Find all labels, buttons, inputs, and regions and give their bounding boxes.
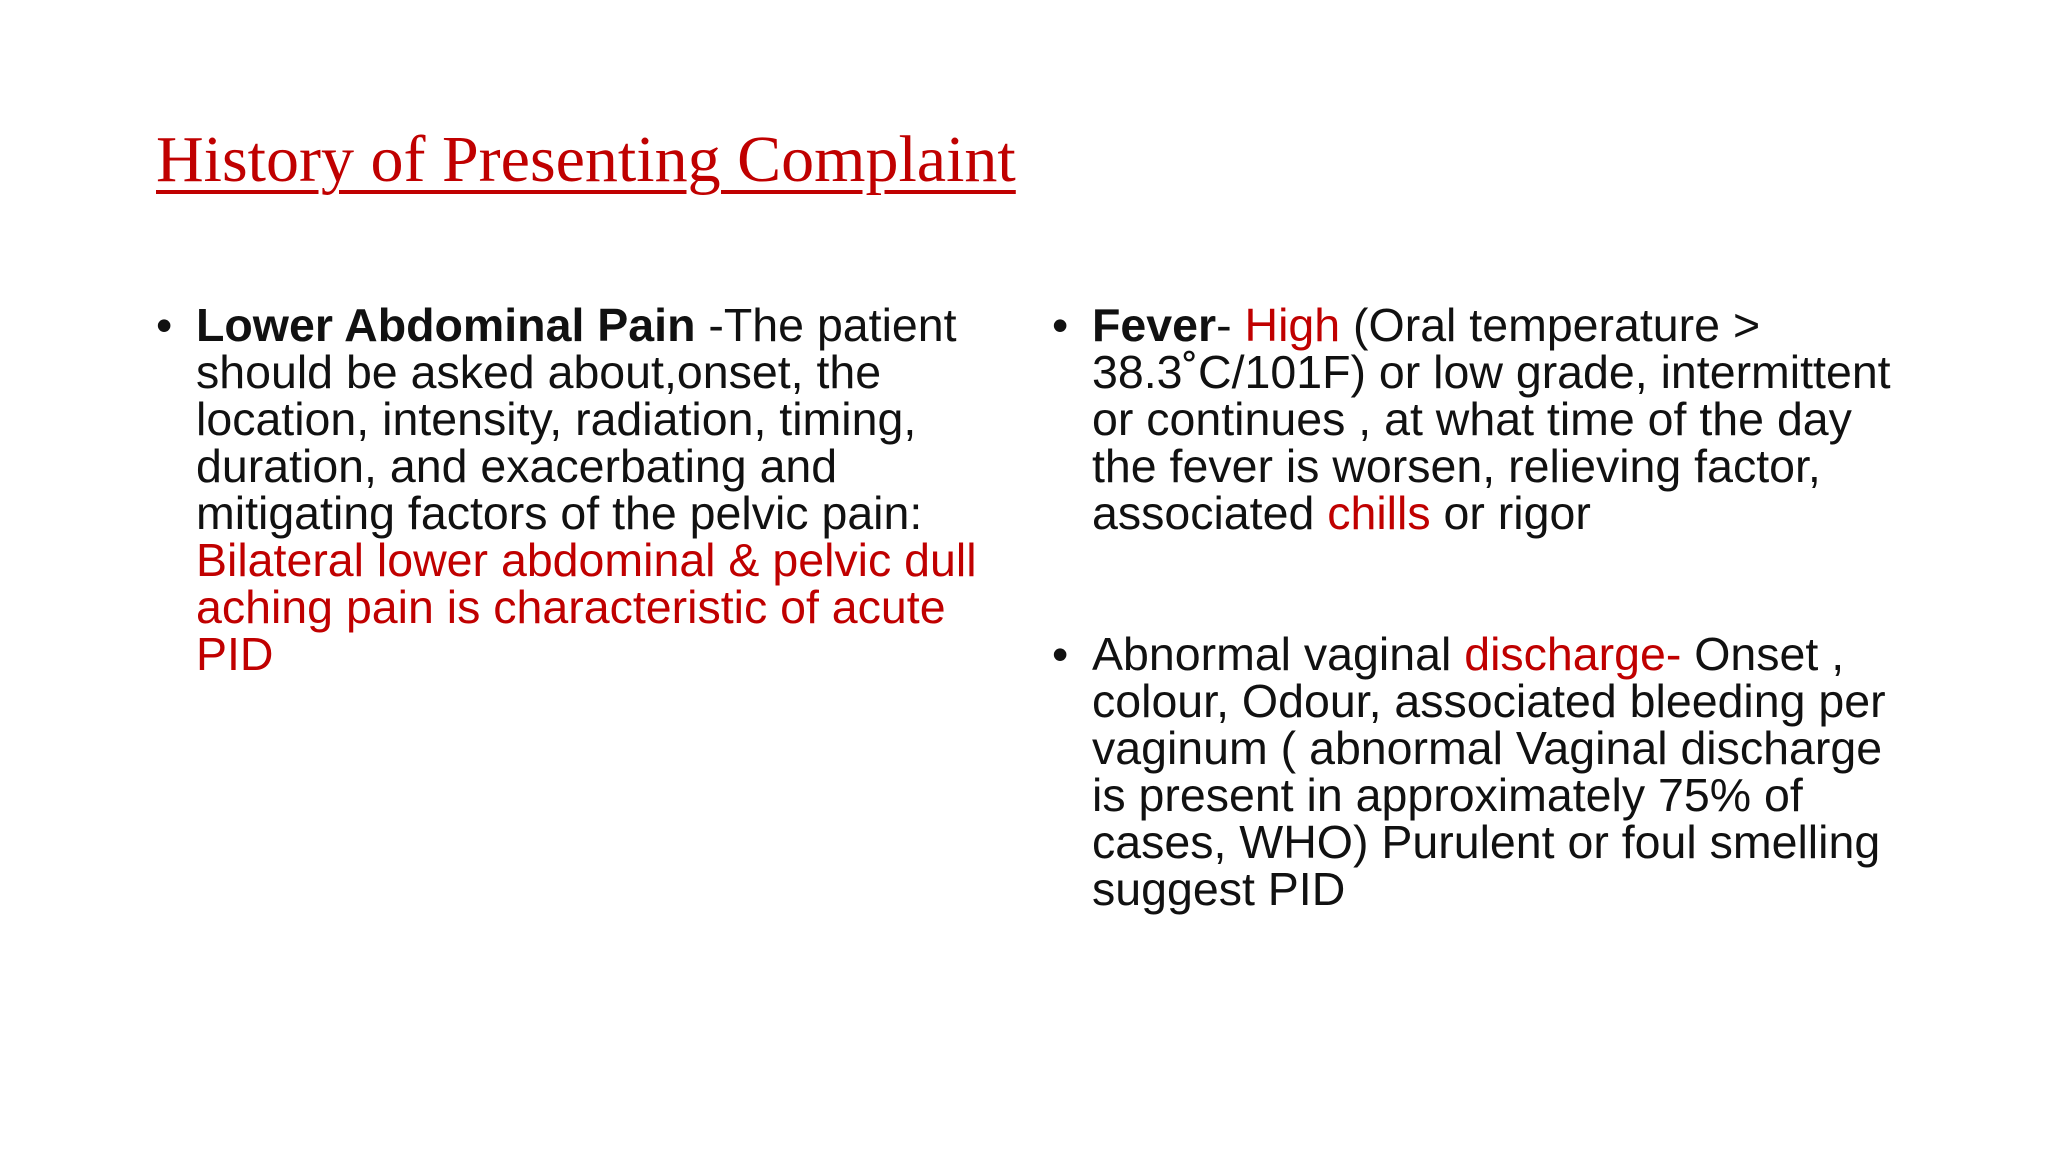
pain-heading: Lower Abdominal Pain [196, 299, 696, 351]
discharge-highlight: discharge- [1464, 628, 1682, 680]
fever-body-1: (Oral temperature > 38.3˚C/101F) or low grade, intermittent or continues , at what time of the day the fever is worsen, relieving factor, associated [1092, 299, 1891, 539]
fever-chills: chills [1327, 487, 1431, 539]
left-column [152, 299, 1012, 680]
discharge-intro: Abnormal vaginal [1092, 628, 1465, 680]
fever-separator: - [1216, 299, 1245, 351]
fever-high: High [1244, 299, 1341, 351]
right-column [1048, 299, 1928, 915]
pain-body: -The patient should be asked about,onset, the location, intensity, radiation, timing, duration, and exacerbating and mitigating factors of the pelvic pain: [196, 299, 957, 539]
bullet-dot-icon: • [1052, 299, 1069, 351]
bullet-fever [1048, 299, 1928, 539]
pain-highlight: Bilateral lower abdominal & pelvic dull aching pain is characteristic of acute PID [196, 534, 977, 680]
bullet-lower-abdominal-pain [152, 299, 1012, 680]
bullet-vaginal-discharge [1048, 628, 1928, 915]
fever-body-2: or rigor [1430, 487, 1591, 539]
bullet-dot-icon: • [1052, 628, 1069, 680]
discharge-body: Onset , colour, Odour, associated bleeding per vaginum ( abnormal Vaginal discharge is present in approximately 75% of cases, WHO) Purulent or foul smelling suggest PID [1092, 628, 1886, 915]
slide-title: History of Presenting Complaint [156, 123, 1016, 196]
bullet-dot-icon: • [156, 299, 173, 351]
fever-heading: Fever [1092, 299, 1217, 351]
